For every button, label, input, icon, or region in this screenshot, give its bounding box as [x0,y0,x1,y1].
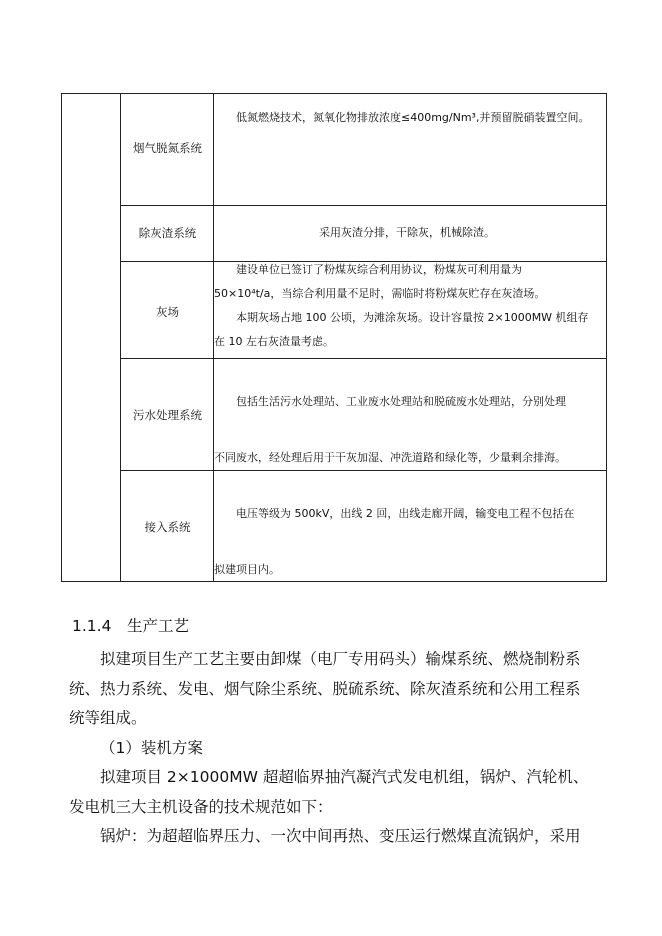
row-content-ash-removal [214,220,600,246]
cell-line: 在 10 左右灰渣量考虑。 [214,335,334,348]
row-label-wastewater: 污水处理系统 [133,408,202,422]
row-content-ash-yard [214,258,600,354]
table-col-divider [120,94,121,581]
cell-line: 包括生活污水处理站、工业废水处理站和脱硫废水处理站，分别处理 [236,395,566,408]
row-content-wastewater [214,374,600,486]
row-divider [121,358,606,359]
row-divider [121,205,606,206]
row-content-denitration [214,105,600,131]
paragraph: 拟建项目生产工艺主要由卸煤（电厂专用码头）输煤系统、燃烧制粉系统、热力系统、发电、烟气除尘系统、脱硫系统、除灰渣系统和公用工程系统等组成。 [69,650,581,727]
row-label-ash-removal: 除灰渣系统 [138,226,197,240]
paragraph: 拟建项目 2×1000MW 超超临界抽汽凝汽式发电机组，锅炉、汽轮机、发电机三大主机设备的技术规范如下： [69,768,589,816]
cell-line: 50×10⁴t/a，当综合利用量不足时，需临时将粉煤灰贮存在灰渣场。 [214,287,546,300]
cell-line: 电压等级为 500kV，出线 2 回，出线走廊开阔，输变电工程不包括在 [236,507,575,520]
row-label-grid-connection: 接入系统 [144,520,191,534]
cell-line: 低氮燃烧技术，氮氧化物排放浓度≤400mg/Nm³,并预留脱硝装置空间。 [236,111,590,124]
row-content-grid-connection [214,486,600,598]
subheading: （1）装机方案 [100,738,203,757]
cell-line: 建设单位已签订了粉煤灰综合利用协议，粉煤灰可利用量为 [236,263,522,276]
spec-table [61,93,607,582]
cell-line: 不同废水，经处理后用于干灰加湿、冲洗道路和绿化等，少量剩余排海。 [214,451,566,464]
cell-line: 采用灰渣分排，干除灰，机械除渣。 [319,226,495,239]
cell-line: 本期灰场占地 100 公顷，为滩涂灰场。设计容量按 2×1000MW 机组存 [236,311,589,324]
row-label-denitration: 烟气脱氮系统 [133,141,202,155]
row-label-ash-yard: 灰场 [156,305,179,319]
cell-line: 拟建项目内。 [214,563,280,576]
paragraph: 锅炉：为超超临界压力、一次中间再热、变压运行燃煤直流锅炉，采用 [100,827,581,845]
section-body [69,645,589,852]
section-heading: 1.1.4 生产工艺 [72,617,189,635]
